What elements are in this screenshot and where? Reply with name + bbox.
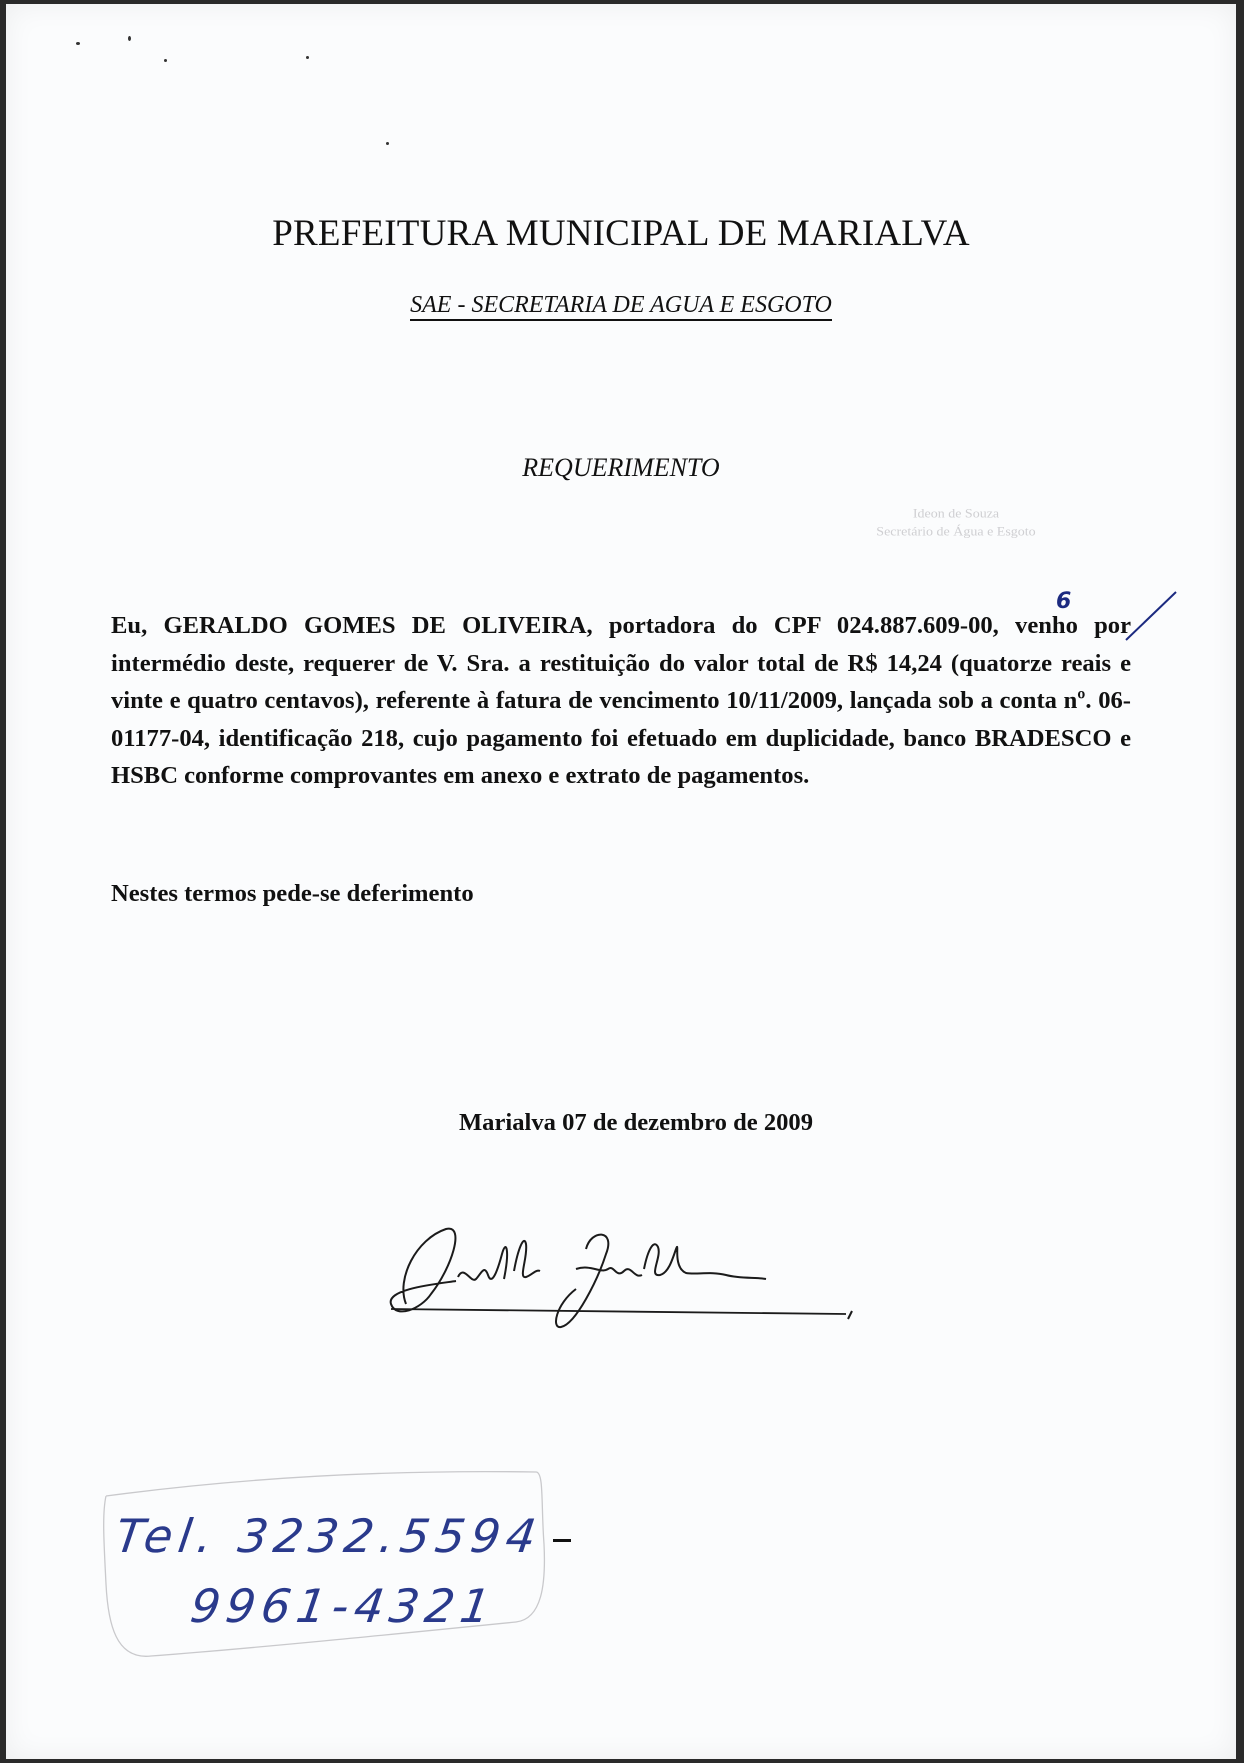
- signature-icon: [376, 1209, 876, 1339]
- closing-line: Nestes termos pede-se deferimento: [111, 880, 474, 907]
- document-title: PREFEITURA MUNICIPAL DE MARIALVA: [272, 213, 970, 254]
- scan-speck: [306, 56, 309, 59]
- document-subtitle: [6, 292, 1236, 319]
- scan-speck: [386, 142, 389, 145]
- dash-mark: [553, 1539, 571, 1542]
- date-line: Marialva 07 de dezembro de 2009: [458, 1109, 814, 1136]
- stamp-name: Ideon de Souza: [912, 507, 1000, 522]
- stamp-role: Secretário de Água e Esgoto: [876, 525, 1036, 540]
- request-body: [111, 607, 1131, 795]
- handwritten-phone-2: 9961-4321: [187, 1579, 500, 1633]
- faint-stamp: [826, 506, 1086, 542]
- scan-speck: [164, 59, 167, 62]
- handwritten-phone-1: Tel. 3232.5594: [112, 1509, 546, 1563]
- document-type-heading: REQUERIMENTO: [522, 453, 720, 482]
- document-page: [6, 4, 1236, 1759]
- correction-digit: 6: [1056, 589, 1072, 614]
- signature: [376, 1209, 876, 1344]
- scan-speck: [128, 36, 131, 41]
- subtitle-text: SAE - SECRETARIA DE AGUA E ESGOTO: [410, 292, 832, 321]
- request-paragraph: Eu, GERALDO GOMES DE OLIVEIRA, portadora do CPF 024.887.609-00, venho por intermédio deste, requerer de V. Sra. a restituição do valor total de R$ 14,24 (quatorze reais e vinte e quatro centavos), referente à fatura de vencimento 10/11/2009, lançada sob a conta nº. 06-01177-04, identificação 218, cujo pagamento foi efetuado em duplicidade, banco BRADESCO e HSBC conforme comprovantes em anexo e extrato de pagamentos.: [111, 612, 1131, 789]
- scan-speck: [76, 42, 80, 45]
